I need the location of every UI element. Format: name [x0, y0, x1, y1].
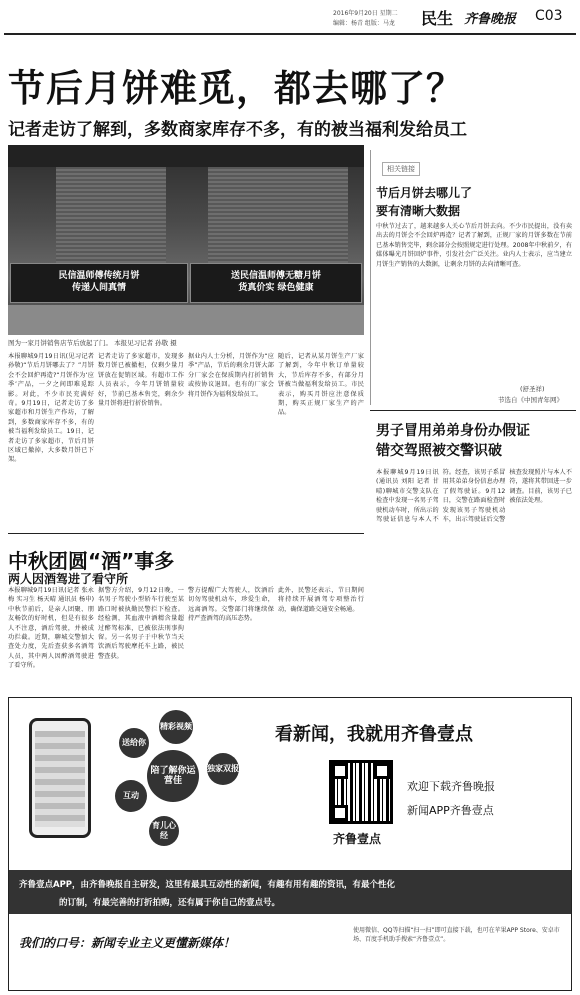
photo-caption: 图为一家月饼销售店节后放起了门。 本报见习记者 孙敬 摄 — [8, 339, 177, 347]
photo-banner-right-text2: 货真价实 绿色健康 — [238, 283, 314, 293]
story3-col-3: 警方提醒广大驾驶人，饮酒后切勿驾驶机动车，珍爱生命，远离酒驾。交警部门将继续保持严查酒驾的高压态势。 — [188, 587, 274, 623]
story2-title: 男子冒用弟弟身份办假证 — [376, 423, 530, 439]
sidebar-bottom-rule — [370, 410, 576, 411]
story3-top-rule — [8, 533, 364, 534]
sidebar-divider — [370, 150, 371, 405]
photo-banner-right-text: 送民信温师傅无糖月饼 — [230, 271, 321, 281]
lead-col-3: 据业内人士分析，月饼作为“应季”产品，节后的剩余月饼大部分厂家会在保质期内打折销售或按协议退回。也有的厂家会将月饼作为福利发给员工。 — [188, 353, 274, 398]
sidebar-author: (舒圣祥) — [520, 385, 545, 393]
photo-ground — [8, 305, 364, 335]
story3-col-4: 此外，民警还表示，节日期间将持续开展酒驾专项整治行动，确保道路交通安全畅通。 — [278, 587, 364, 613]
photo-banner-left-text: 民信温师傅传统月饼 — [58, 271, 140, 281]
photo-banner-right — [190, 263, 362, 303]
section-name: 民生 — [421, 9, 454, 28]
lead-col-4: 随后，记者从某月饼生产厂家了解到，今年中秋订单量较大，节后库存不多，有部分月饼被当做福利发给员工。市民表示，购买月饼应注意保质期，购买正规厂家生产的产品。 — [278, 353, 364, 417]
lead-col-1: 本报聊城9月19日讯(见习记者 孙敬)“节后月饼哪去了？”月饼会不会回炉再造?“月饼作为‘应季’产品，一夕之间即难觅踪影。对此，不少市民充满好奇。9月19日，记者走访了多家超市和月饼生产作坊，了解到，多数商家库存不多，有的被当福利发给员工。19日，记者走访了多家超市，节后月饼区域已撤掉，大多数月饼已下架。 — [8, 353, 94, 464]
story2-text: 本报聊城9月19日讯(通讯员 刘阳 记者 甘 晴)聊城市交警支队在检查中发现一名男子驾驶机动车时，所出示的驾驶证信息与本人不符。经查，该男子系冒用其弟弟身份信息办理了假驾驶证。9月12日，交警在路面检查时发现该男子驾驶机动车，出示驾驶证后交警核查发现照片与本人不符，遂将其带回进一步调查。目前，该男子已被依法处理。 — [376, 469, 572, 524]
ad-strip-line-2: 的订制，有最完善的打折拍购，还有属于你自己的壹点号。 — [59, 898, 281, 908]
page-number: C03 — [535, 8, 563, 24]
ad-bubble-5: 互动 — [115, 780, 147, 812]
ad-phone — [29, 718, 91, 838]
ad-line-1: 欢迎下载齐鲁晚报 — [407, 780, 495, 793]
photo-sign-strip — [8, 145, 364, 167]
qr-corner-bl — [332, 805, 348, 821]
ad-brand: 齐鲁壹点 — [333, 832, 382, 846]
ad-box — [8, 697, 572, 991]
sidebar-text: 中秋节过去了，越来越多人关心节后月饼去向。不少市民提出，没有卖出去的月饼会不会回炉再造？记者了解到，正规厂家的月饼多数在节前已基本销售完毕，剩余部分会按照规定进行处理。2008年中秋前夕，有媒体曝光月饼回炉事件，引发社会广泛关注。业内人士表示，应当建立月饼生产销售的大数据，让剩余月饼的去向清晰可查。 — [376, 223, 572, 268]
ad-bubble-6: 育儿心经 — [149, 816, 179, 846]
ad-strip-line-1: 齐鲁壹点APP，由齐鲁晚报自主研发，这里有最具互动性的新闻，有趣有用有趣的资讯，有最个性化 — [19, 880, 396, 890]
qr-corner-tr — [374, 763, 390, 779]
sidebar-title-2: 要有清晰大数据 — [376, 204, 461, 218]
ad-bubble-4: 陪了解你运营佳 — [147, 750, 199, 802]
header-editor: 编辑：杨青 组版：马龙 — [333, 20, 395, 27]
story2-title-2: 错交驾照被交警识破 — [376, 443, 502, 459]
lead-subheadline: 记者走访了解到，多数商家库存不多，有的被当福利发给员工 — [8, 120, 467, 140]
photo-banner-left — [10, 263, 188, 303]
ad-small-print: 使用微信、QQ等扫描“扫一扫”即可直接下载，也可在苹果APP Store、安卓市场、百度手机助手搜索“齐鲁壹点”。 — [353, 927, 560, 943]
ad-headline: 看新闻，我就用齐鲁壹点 — [275, 724, 473, 745]
ad-strip — [9, 870, 571, 914]
ad-phone-screen — [35, 731, 85, 827]
photo-banner-left-text2: 传递人间真情 — [71, 283, 126, 293]
brand-logo: 齐鲁晚报 — [464, 12, 517, 27]
sidebar-source: 节选自《中国青年网》 — [498, 396, 563, 404]
lead-photo — [8, 145, 364, 335]
qr-code-icon — [329, 760, 393, 824]
lead-col-2: 记者走访了多家超市，发现多数月饼已被撤柜，仅剩少量月饼放在促销区域。有超市工作人员表示，今年月饼销量较好，节前已基本售完，剩余少量月饼将进行折价销售。 — [98, 353, 184, 408]
story3-subtitle: 两人因酒驾进了看守所 — [8, 572, 129, 586]
sidebar-title: 节后月饼去哪儿了 — [376, 186, 473, 200]
ad-bubble-2: 精彩视频 — [159, 710, 193, 744]
header-date: 2016年9月20日 星期二 — [333, 10, 398, 17]
ad-bubble-1: 送给你 — [119, 728, 149, 758]
sidebar-tag: 相关链接 — [382, 162, 420, 176]
story3-col-1: 本报聊城9月19日讯(记者 张永梅 实习生 杨天晴 通讯员 杨申)中秋节前后，是亲人团聚、朋友畅饮的好时机，但是有很多人不注意，酒后驾驶，并被成功拦截。近期，聊城交警加大查处力度，先后查获多名酒驾人员，其中两人因醉酒驾驶进了看守所。 — [8, 587, 94, 670]
ad-line-2: 新闻APP齐鲁壹点 — [407, 804, 494, 817]
story3-title: 中秋团圆“酒”事多 — [8, 549, 175, 573]
story3-col-2: 据警方介绍，9月12日晚，一名男子驾驶小型轿车行驶至某路口时被执勤民警拦下检查。经检测，其血液中酒精含量超过醉驾标准，已被依法刑事拘留。另一名男子于中秋节当天饮酒后驾驶摩托车上路，被民警查获。 — [98, 587, 184, 660]
ad-slogan: 我们的口号：新闻专业主义更懂新媒体！ — [19, 936, 236, 950]
lead-headline: 节后月饼难觅，都去哪了？ — [8, 67, 464, 110]
header-rule — [4, 33, 576, 35]
qr-corner-tl — [332, 763, 348, 779]
ad-bubble-3: 独家双报 — [207, 753, 239, 785]
